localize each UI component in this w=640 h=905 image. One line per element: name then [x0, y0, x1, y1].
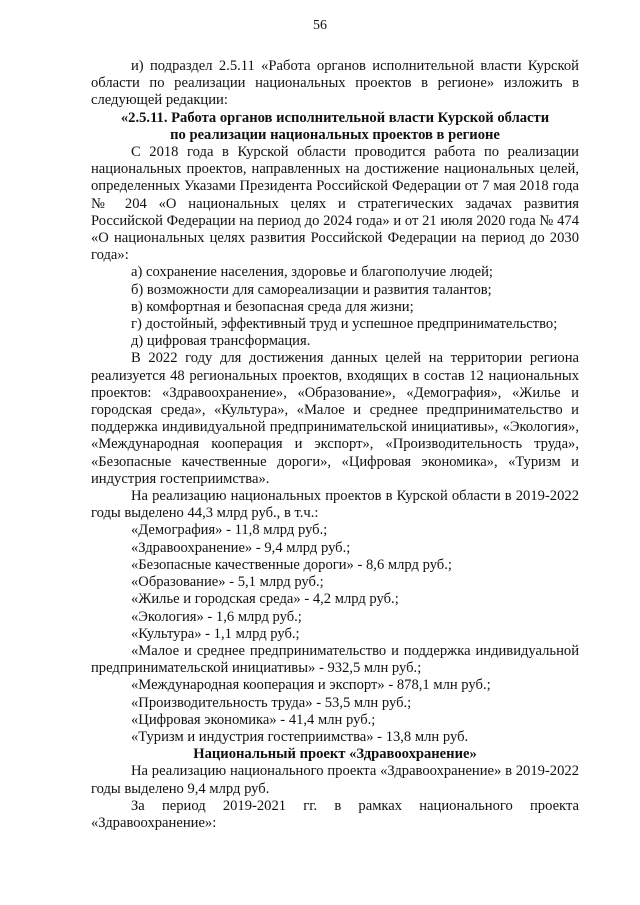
document-body	[91, 58, 579, 832]
funding-item: «Экология» - 1,6 млрд руб.;	[131, 608, 302, 625]
funding-item: «Производительность труда» - 53,5 млн руб.;	[131, 694, 412, 711]
subheading-healthcare: Национальный проект «Здравоохранение»	[193, 746, 477, 763]
paragraph-regional-projects: В 2022 году для достижения данных целей на территории региона реализуется 48 региональных проектов, входящих в состав 12 национальных проектов: «Здравоохранение», «Образование», «Демография», «Жилье и городская среда», «Культура», «Малое и среднее предпринимательство и поддержка индивидуальной предпринимательской инициативы», «Экология», «Международная кооперация и экспорт», «Производительность труда», «Безопасные качественные дороги», «Цифровая экономика», «Туризм и индустрия гостеприимства».	[91, 350, 579, 487]
paragraph-healthcare-period: За период 2019-2021 гг. в рамках национального проекта «Здравоохранение»:	[91, 797, 579, 831]
goal-item: г) достойный, эффективный труд и успешное предпринимательство;	[131, 316, 558, 333]
paragraph-national-goals: С 2018 года в Курской области проводится работа по реализации национальных проектов, направленных на достижение национальных целей, определенных Указами Президента Российской Федерации от 7 мая 2018 года № 204 «О национальных целях и стратегических задачах развития Российской Федерации на период до 2024 года» и от 21 июля 2020 года № 474 «О национальных целях развития Российской Федерации на период до 2030 года»:	[91, 144, 579, 264]
goal-item: а) сохранение населения, здоровье и благополучие людей;	[131, 264, 493, 281]
funding-item: «Жилье и городская среда» - 4,2 млрд руб.;	[131, 591, 399, 608]
goal-item: д) цифровая трансформация.	[131, 333, 311, 350]
intro-paragraph: и) подраздел 2.5.11 «Работа органов исполнительной власти Курской области по реализации национальных проектов в регионе» изложить в следующей редакции:	[91, 58, 579, 109]
funding-item: «Образование» - 5,1 млрд руб.;	[131, 574, 324, 591]
funding-item: «Цифровая экономика» - 41,4 млн руб.;	[131, 711, 376, 728]
funding-item: «Международная кооперация и экспорт» - 878,1 млн руб.;	[131, 677, 491, 694]
funding-item-sme: «Малое и среднее предпринимательство и поддержка индивидуальной предпринимательской инициативы» - 932,5 млн руб.;	[91, 642, 579, 677]
paragraph-funding-total: На реализацию национальных проектов в Курской области в 2019-2022 годы выделено 44,3 млрд руб., в т.ч.:	[91, 488, 579, 522]
section-title-line-1: «2.5.11. Работа органов исполнительной власти Курской области	[120, 109, 550, 126]
section-title-line-2: по реализации национальных проектов в регионе	[170, 126, 500, 143]
funding-item: «Туризм и индустрия гостеприимства» - 13,8 млн руб.	[131, 728, 469, 745]
paragraph-healthcare-funding: На реализацию национального проекта «Здравоохранение» в 2019-2022 годы выделено 9,4 млрд руб.	[91, 763, 579, 797]
funding-item: «Демография» - 11,8 млрд руб.;	[131, 522, 328, 539]
funding-item: «Культура» - 1,1 млрд руб.;	[131, 625, 300, 642]
funding-item: «Здравоохранение» - 9,4 млрд руб.;	[131, 539, 351, 556]
goal-item: в) комфортная и безопасная среда для жизни;	[131, 298, 414, 315]
funding-item: «Безопасные качественные дороги» - 8,6 млрд руб.;	[131, 556, 452, 573]
goal-item: б) возможности для самореализации и развития талантов;	[131, 281, 492, 298]
page-number: 56	[313, 18, 327, 33]
